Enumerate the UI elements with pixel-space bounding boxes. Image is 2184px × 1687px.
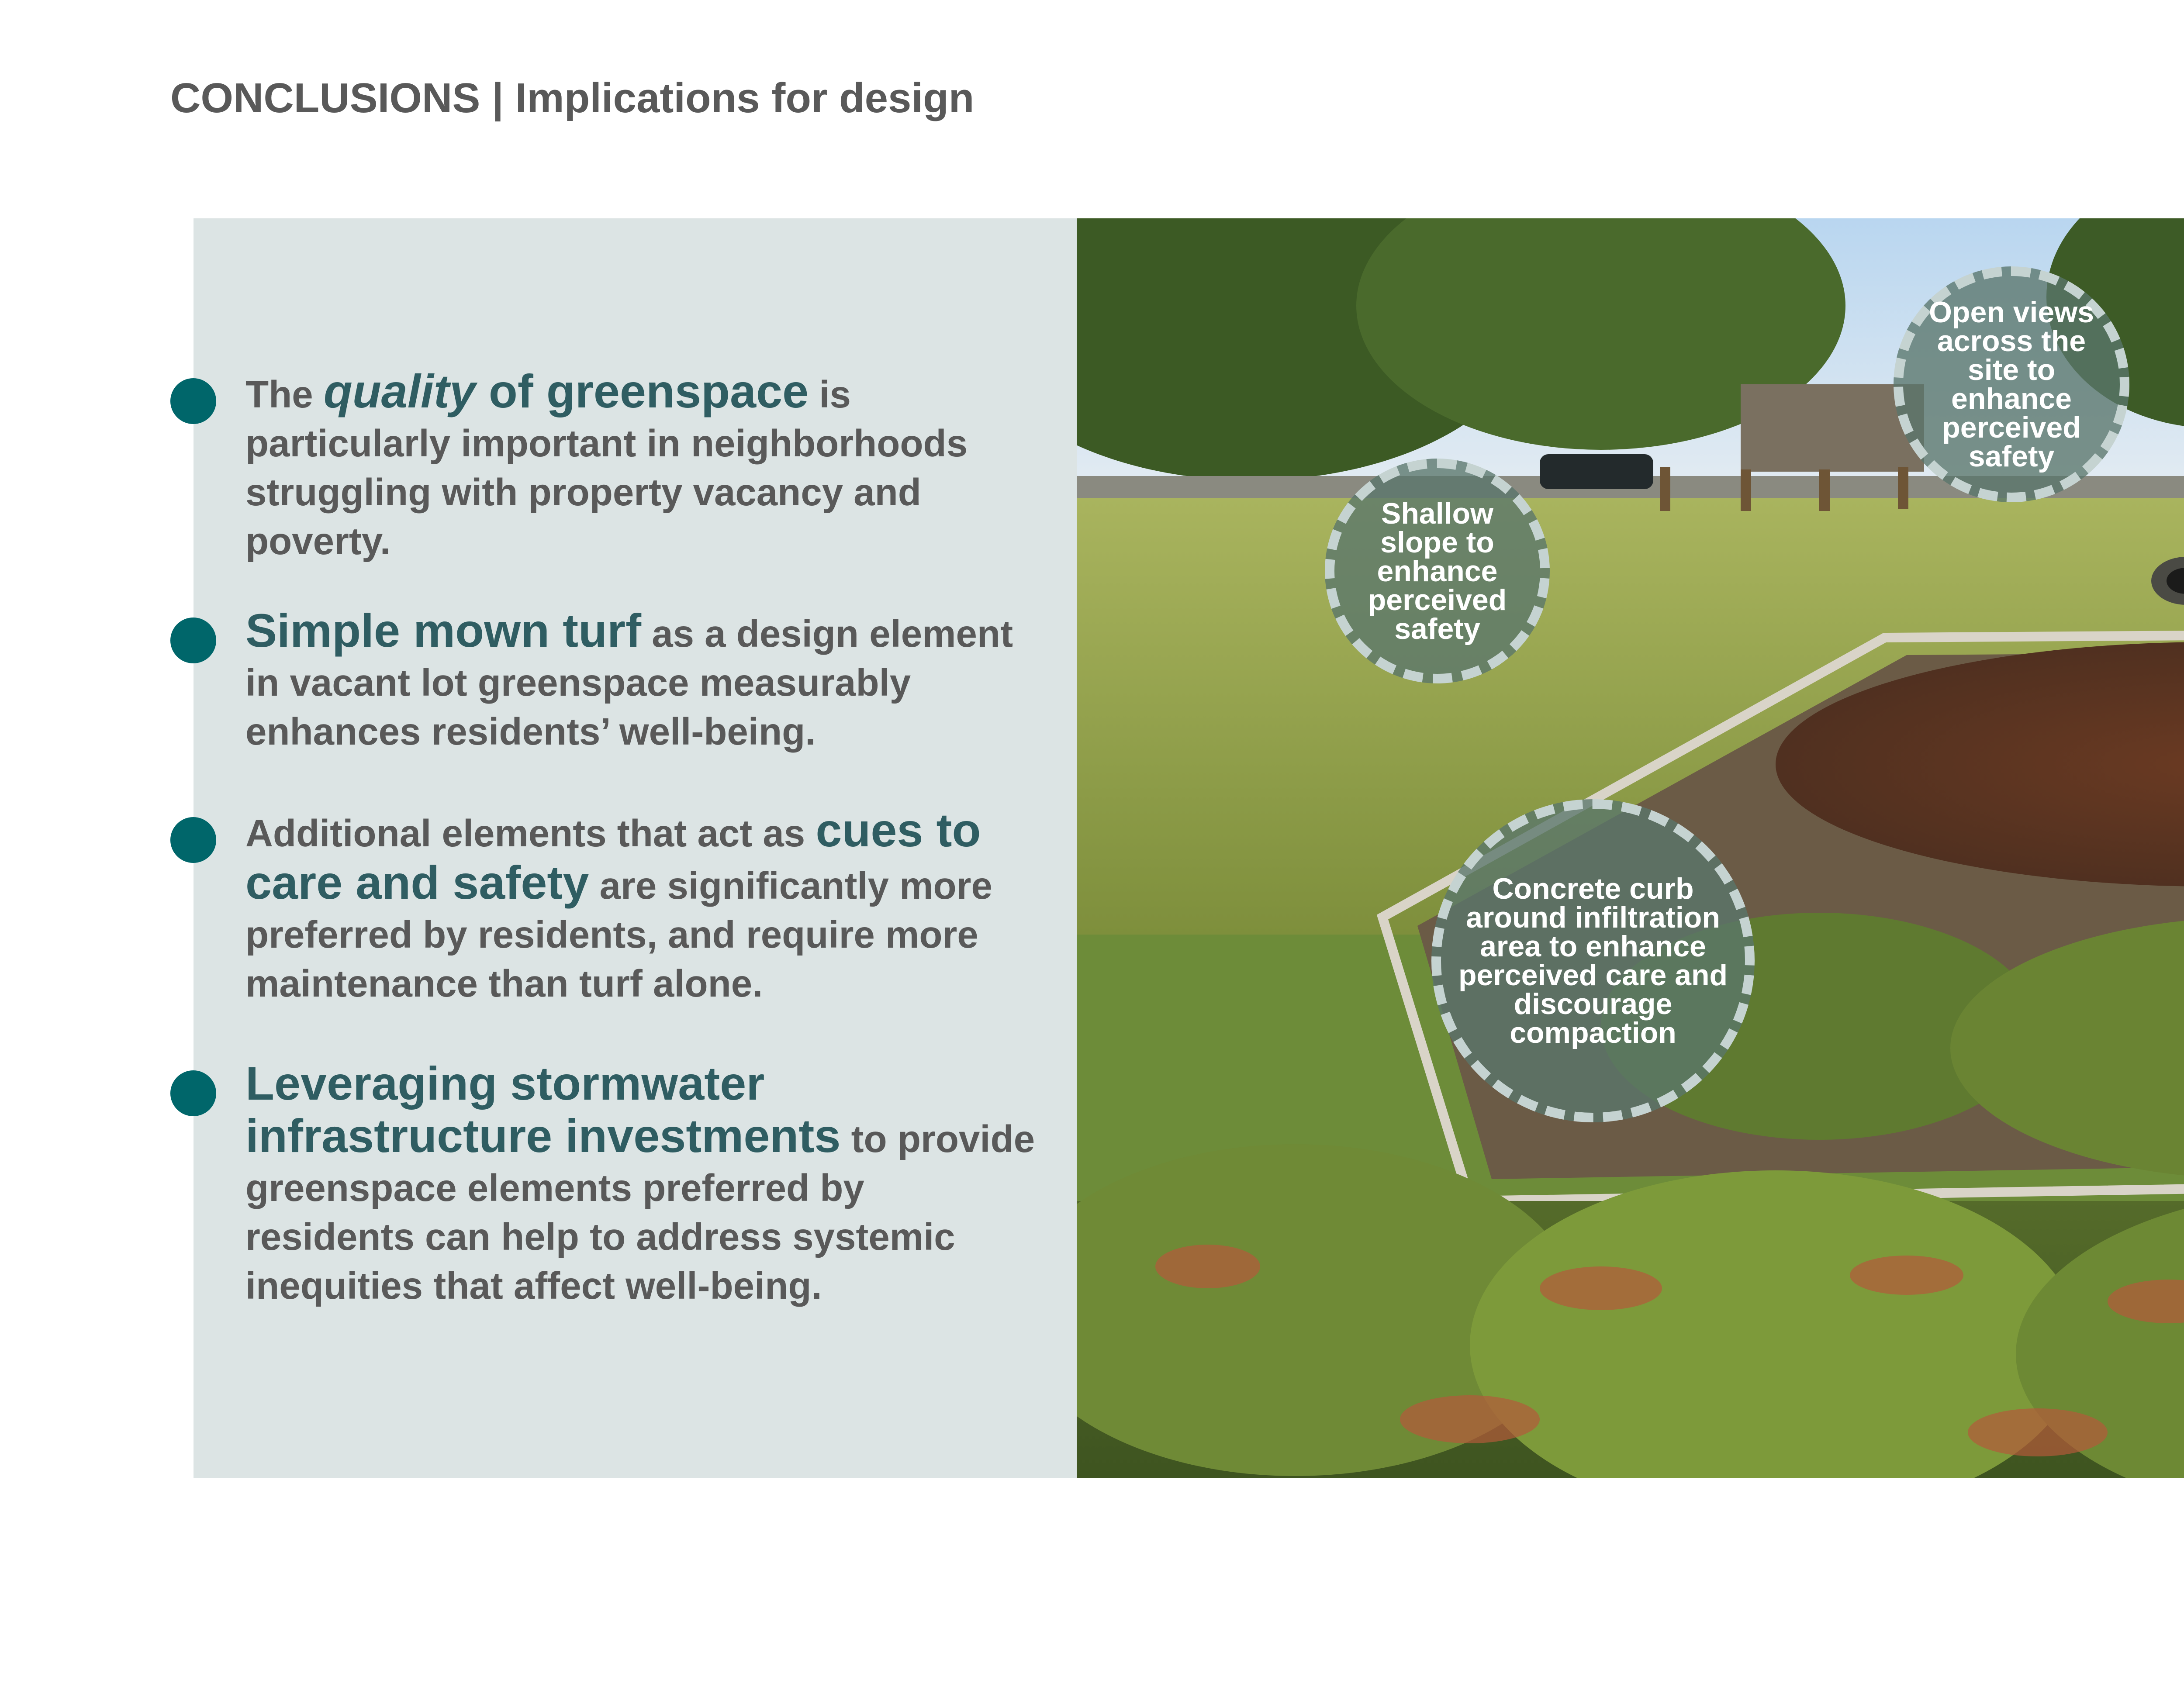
bullet-emphasis: Simple mown turf (245, 604, 642, 657)
bullet-dot-icon (170, 618, 216, 663)
bullet-post: are significantly more preferred by residents, and require more maintenance than turf alone. (245, 865, 992, 1005)
bullet-quality (170, 367, 1040, 566)
callout-shallow-slope: Shallow slope to enhance perceived safety (1325, 459, 1550, 683)
bullet-emphasis: of greenspace (475, 365, 809, 417)
callout-open-views: Open views across the site to enhance perceived safety (1894, 266, 2129, 502)
bullet-post: as a design element in vacant lot greenspace measurably enhances residents’ well-being. (245, 613, 1013, 753)
bullet-dot-icon (170, 378, 216, 424)
bullet-pre: Additional elements that act as (245, 812, 816, 855)
bullet-emphasis: Leveraging stormwater infrastructure investments (245, 1057, 841, 1162)
bullet-emphasis-italic: quality (323, 365, 476, 417)
callout-concrete-curb: Concrete curb around infiltration area to enhance perceived care and discourage compaction (1431, 799, 1755, 1122)
bullet-pre: The (245, 373, 324, 416)
bullet-dot-icon (170, 1070, 216, 1116)
site-photo (1077, 218, 2184, 1478)
bullet-mown-turf (170, 606, 1040, 756)
page-title: CONCLUSIONS | Implications for design (170, 75, 975, 121)
bullet-cues (170, 806, 1040, 1008)
bullet-emphasis: cues to care and safety (245, 804, 981, 909)
bullet-post: to provide greenspace elements preferred by residents can help to address systemic inequities that affect well-being. (245, 1118, 1035, 1307)
bullet-dot-icon (170, 817, 216, 863)
bullet-stormwater (170, 1059, 1040, 1311)
bullet-post: is particularly important in neighborhoods struggling with property vacancy and poverty. (245, 373, 968, 562)
